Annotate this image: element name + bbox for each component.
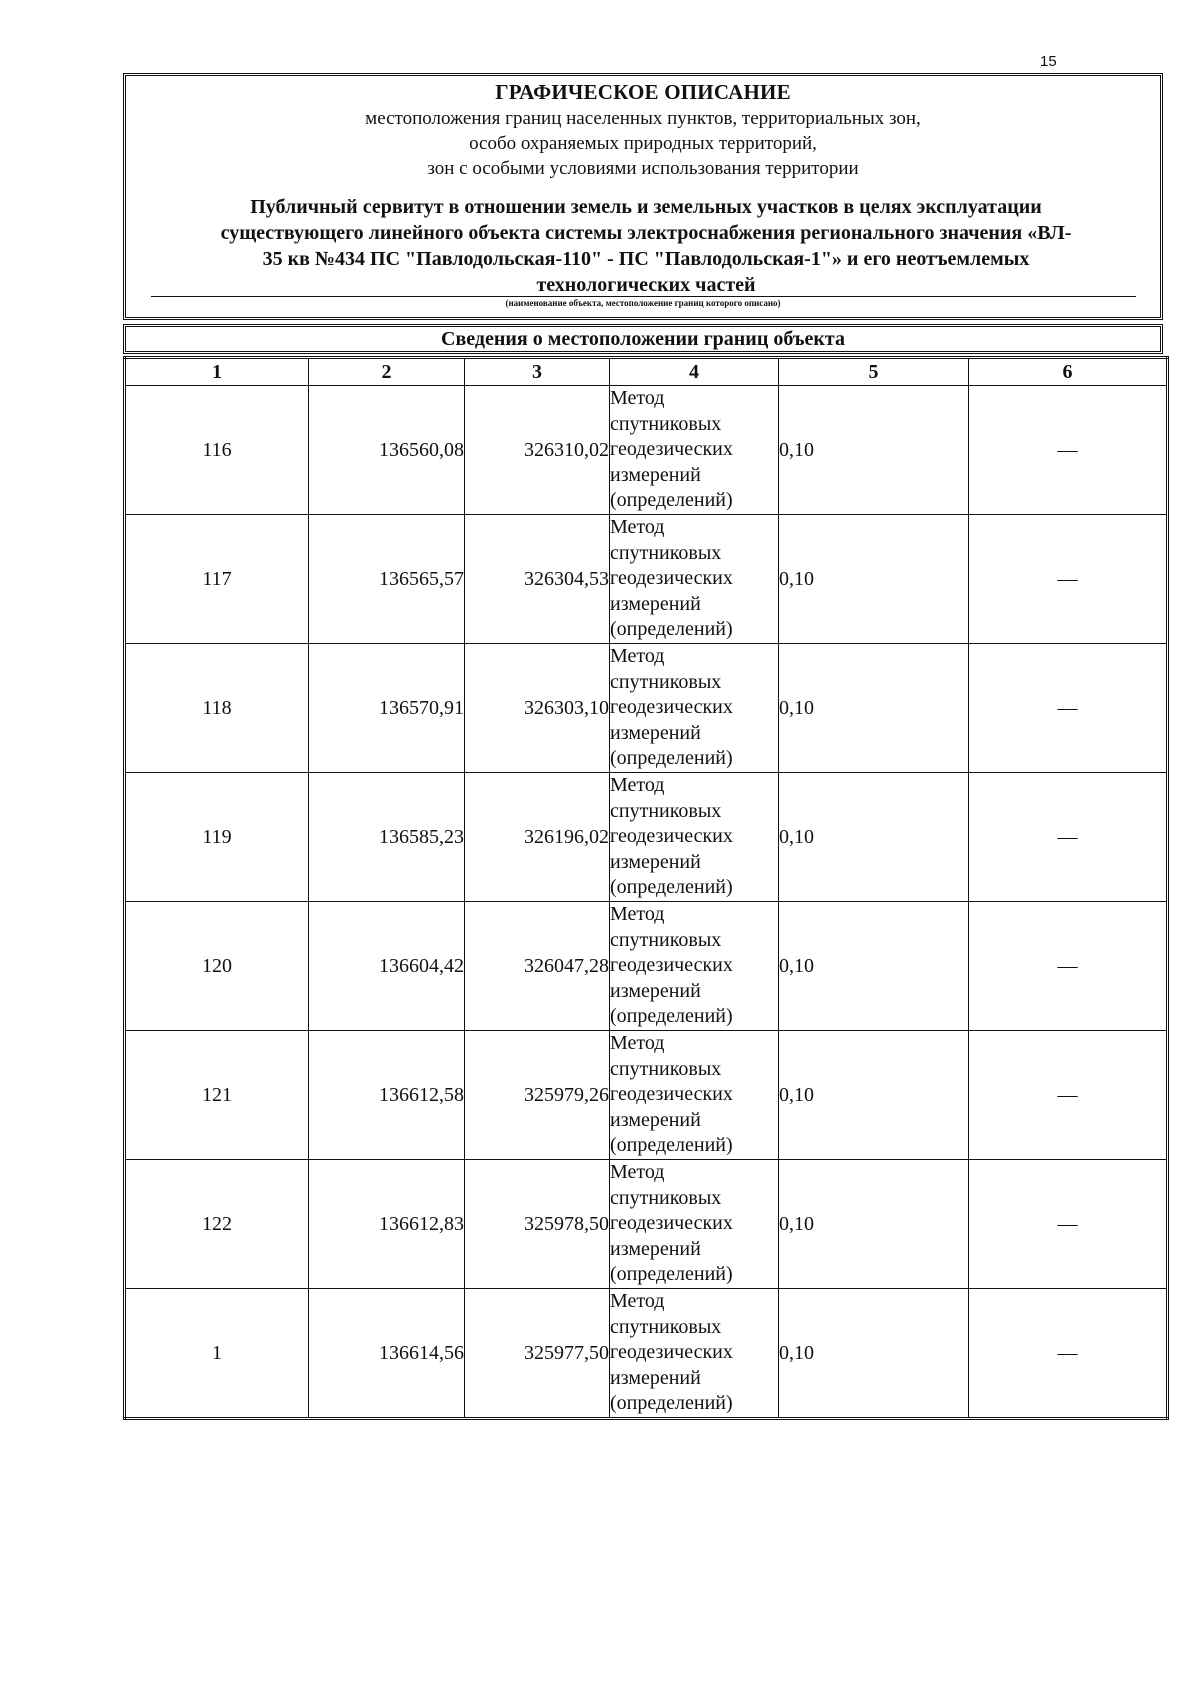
method-cell [610,1160,779,1289]
object-name-caption: (наименование объекта, местоположение границ которого описано) [505,298,781,308]
method-line: (определений) [610,618,733,641]
method-cell [610,515,779,644]
column-header: 5 [779,358,969,386]
object-name-line: существующего линейного объекта системы электроснабжения регионального значения «ВЛ- [220,222,1072,244]
method-line: измерений [610,1108,701,1131]
note-cell: — [969,386,1168,515]
method-line: спутниковых [610,670,722,693]
y-coordinate-cell: 326303,10 [465,644,610,773]
document-title: ГРАФИЧЕСКОЕ ОПИСАНИЕ [495,80,791,104]
method-line: Метод [610,645,665,668]
section-header [123,324,1163,354]
method-line: (определений) [610,1134,733,1157]
accuracy-cell: 0,10 [779,644,969,773]
accuracy-cell: 0,10 [779,515,969,644]
table-row [125,1160,1168,1289]
table-row [125,386,1168,515]
method-line: спутниковых [610,541,722,564]
table-row [125,1289,1168,1419]
column-header: 1 [125,358,309,386]
method-line: (определений) [610,747,733,770]
method-line: геодезических [610,567,733,590]
method-line: Метод [610,387,665,410]
subtitle-line: особо охраняемых природных территорий, [469,133,817,154]
x-coordinate-cell: 136612,83 [309,1160,465,1289]
method-line: Метод [610,1161,665,1184]
table-row [125,515,1168,644]
method-cell [610,386,779,515]
method-line: геодезических [610,1341,733,1364]
y-coordinate-cell: 326196,02 [465,773,610,902]
method-line: геодезических [610,1212,733,1235]
column-header: 3 [465,358,610,386]
method-cell [610,773,779,902]
method-line: геодезических [610,1083,733,1106]
column-header: 2 [309,358,465,386]
method-line: измерений [610,721,701,744]
accuracy-cell: 0,10 [779,1031,969,1160]
point-number-cell: 120 [125,902,309,1031]
object-name-line: Публичный сервитут в отношении земель и земельных участков в целях эксплуатации [250,196,1042,218]
y-coordinate-cell: 326310,02 [465,386,610,515]
accuracy-cell: 0,10 [779,1160,969,1289]
method-line: геодезических [610,438,733,461]
method-line: измерений [610,850,701,873]
method-line: спутниковых [610,412,722,435]
method-line: (определений) [610,489,733,512]
method-line: измерений [610,592,701,615]
point-number-cell: 118 [125,644,309,773]
point-number-cell: 117 [125,515,309,644]
point-number-cell: 116 [125,386,309,515]
method-line: Метод [610,1290,665,1313]
coordinates-table [123,356,1169,1420]
accuracy-cell: 0,10 [779,902,969,1031]
table-row [125,773,1168,902]
method-line: Метод [610,516,665,539]
accuracy-cell: 0,10 [779,386,969,515]
page-number: 15 [1040,53,1057,70]
note-cell: — [969,1289,1168,1419]
note-cell: — [969,1160,1168,1289]
point-number-cell: 122 [125,1160,309,1289]
table-row [125,902,1168,1031]
object-name-underline [151,296,1136,297]
point-number-cell: 1 [125,1289,309,1419]
x-coordinate-cell: 136570,91 [309,644,465,773]
table-header-row [125,358,1168,386]
x-coordinate-cell: 136560,08 [309,386,465,515]
object-name-line: 35 кв №434 ПС "Павлодольская-110" - ПС "Павлодольская-1"» и его неотъемлемых [262,248,1030,270]
x-coordinate-cell: 136612,58 [309,1031,465,1160]
method-line: Метод [610,774,665,797]
point-number-cell: 121 [125,1031,309,1160]
note-cell: — [969,644,1168,773]
method-line: спутниковых [610,928,722,951]
table-row [125,1031,1168,1160]
y-coordinate-cell: 326047,28 [465,902,610,1031]
object-name [156,194,1136,298]
table-row [125,644,1168,773]
method-line: спутниковых [610,1186,722,1209]
method-line: (определений) [610,1263,733,1286]
column-header: 6 [969,358,1168,386]
method-cell [610,644,779,773]
accuracy-cell: 0,10 [779,773,969,902]
note-cell: — [969,515,1168,644]
section-title: Сведения о местоположении границ объекта [441,328,845,350]
method-cell [610,1031,779,1160]
note-cell: — [969,773,1168,902]
method-line: Метод [610,1032,665,1055]
method-line: измерений [610,1366,701,1389]
x-coordinate-cell: 136604,42 [309,902,465,1031]
header-box [123,73,1163,320]
method-line: (определений) [610,1005,733,1028]
x-coordinate-cell: 136585,23 [309,773,465,902]
method-line: спутниковых [610,799,722,822]
method-line: спутниковых [610,1057,722,1080]
subtitle-line: местоположения границ населенных пунктов, территориальных зон, [365,108,921,129]
accuracy-cell: 0,10 [779,1289,969,1419]
method-line: (определений) [610,876,733,899]
y-coordinate-cell: 325978,50 [465,1160,610,1289]
y-coordinate-cell: 325977,50 [465,1289,610,1419]
method-line: спутниковых [610,1315,722,1338]
y-coordinate-cell: 326304,53 [465,515,610,644]
y-coordinate-cell: 325979,26 [465,1031,610,1160]
method-line: (определений) [610,1392,733,1415]
document-subtitle [126,106,1160,181]
document-frame [123,73,1169,1416]
note-cell: — [969,902,1168,1031]
point-number-cell: 119 [125,773,309,902]
x-coordinate-cell: 136565,57 [309,515,465,644]
method-line: геодезических [610,825,733,848]
subtitle-line: зон с особыми условиями использования территории [427,158,859,179]
method-line: геодезических [610,954,733,977]
column-header: 4 [610,358,779,386]
method-line: измерений [610,463,701,486]
method-line: Метод [610,903,665,926]
method-line: измерений [610,1237,701,1260]
method-line: геодезических [610,696,733,719]
note-cell: — [969,1031,1168,1160]
object-name-line: технологических частей [536,274,756,296]
method-line: измерений [610,979,701,1002]
method-cell [610,902,779,1031]
x-coordinate-cell: 136614,56 [309,1289,465,1419]
method-cell [610,1289,779,1419]
